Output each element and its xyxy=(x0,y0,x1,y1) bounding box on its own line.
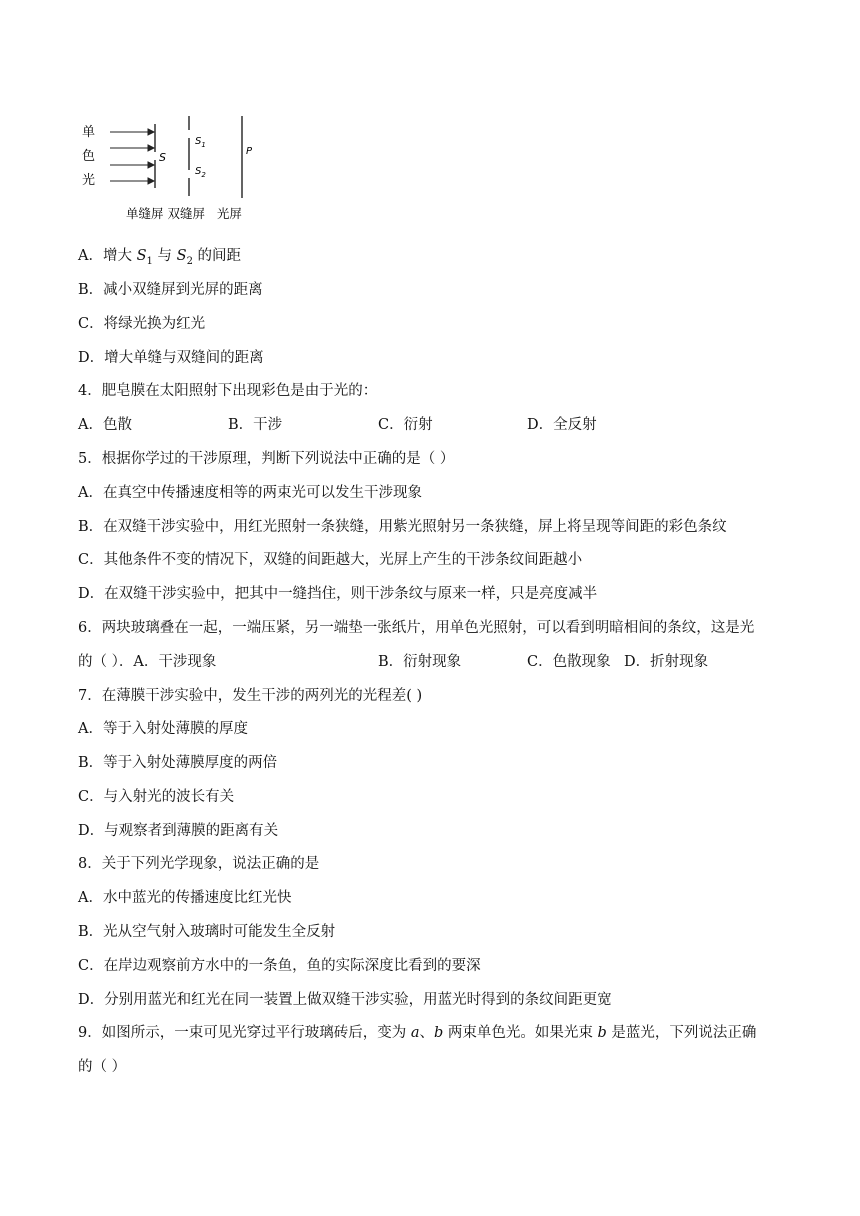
q7-option-b: B．等于入射处薄膜厚度的两倍 xyxy=(78,755,278,771)
slit-s1-label: $S_1$ xyxy=(195,136,206,149)
q8-option-b: B．光从空气射入玻璃时可能发生全反射 xyxy=(78,924,336,940)
q5-option-b: B．在双缝干涉实验中，用红光照射一条狭缝，用紫光照射另一条狭缝，屏上将呈现等间距的彩色条纹 xyxy=(78,519,727,535)
q4-option-a: A．色散 xyxy=(78,417,132,433)
double-slit-diagram xyxy=(78,110,278,228)
q8-option-c: C．在岸边观察前方水中的一条鱼，鱼的实际深度比看到的要深 xyxy=(78,958,481,974)
q6-stem-line1: 6．两块玻璃叠在一起，一端压紧，另一端垫一张纸片，用单色光照射，可以看到明暗相间的条纹，这是光 xyxy=(78,620,755,636)
q7-option-c: C．与入射光的波长有关 xyxy=(78,789,235,805)
q3-option-d: D．增大单缝与双缝间的距离 xyxy=(78,350,264,366)
q3-option-c: C．将绿光换为红光 xyxy=(78,316,206,332)
q9-stem-line1: 9．如图所示，一束可见光穿过平行玻璃砖后，变为 a、b 两束单色光。如果光束 b 是蓝光，下列说法正确 xyxy=(78,1025,757,1041)
q6-option-c: C．色散现象 xyxy=(527,654,611,670)
q3-option-b: B．减小双缝屏到光屏的距离 xyxy=(78,282,263,298)
light-label-char-3: 光 xyxy=(82,173,96,188)
q8-option-a: A．水中蓝光的传播速度比红光快 xyxy=(78,890,292,906)
q4-stem: 4．肥皂膜在太阳照射下出现彩色是由于光的： xyxy=(78,383,378,399)
q3-option-a: A．增大 $S_1$ 与 $S_2$ 的间距 xyxy=(78,248,242,267)
light-screen-p-label: P xyxy=(246,146,253,157)
q7-option-a: A．等于入射处薄膜的厚度 xyxy=(78,721,248,737)
q5-option-d: D．在双缝干涉实验中，把其中一缝挡住，则干涉条纹与原来一样，只是亮度减半 xyxy=(78,586,598,602)
q9-stem-line2: 的（ ） xyxy=(78,1059,127,1075)
q4-option-c: C．衍射 xyxy=(378,417,433,433)
q7-stem: 7．在薄膜干涉实验中，发生干涉的两列光的光程差( ) xyxy=(78,688,423,704)
q5-option-c: C．其他条件不变的情况下，双缝的间距越大，光屏上产生的干涉条纹间距越小 xyxy=(78,552,583,568)
light-label-char-1: 单 xyxy=(82,125,96,140)
figure-caption: 单缝屏 双缝屏 光屏 xyxy=(126,206,242,221)
light-label-char-2: 色 xyxy=(82,149,96,164)
q5-option-a: A．在真空中传播速度相等的两束光可以发生干涉现象 xyxy=(78,485,422,501)
q6-option-d: D．折射现象 xyxy=(624,654,709,670)
q7-option-d: D．与观察者到薄膜的距离有关 xyxy=(78,823,279,839)
q6-option-a: 的（ ）．A．干涉现象 xyxy=(78,654,217,670)
slit-s-label: S xyxy=(159,151,166,164)
q6-option-b: B．衍射现象 xyxy=(378,654,462,670)
q8-stem: 8．关于下列光学现象，说法正确的是 xyxy=(78,856,320,872)
q4-option-d: D．全反射 xyxy=(527,417,597,433)
q8-option-d: D．分别用蓝光和红光在同一装置上做双缝干涉实验，用蓝光时得到的条纹间距更宽 xyxy=(78,992,612,1008)
q5-stem: 5．根据你学过的干涉原理，判断下列说法中正确的是（ ） xyxy=(78,451,455,467)
q4-option-b: B．干涉 xyxy=(228,417,283,433)
slit-s2-label: $S_2$ xyxy=(195,166,206,179)
light-arrows xyxy=(110,129,154,184)
